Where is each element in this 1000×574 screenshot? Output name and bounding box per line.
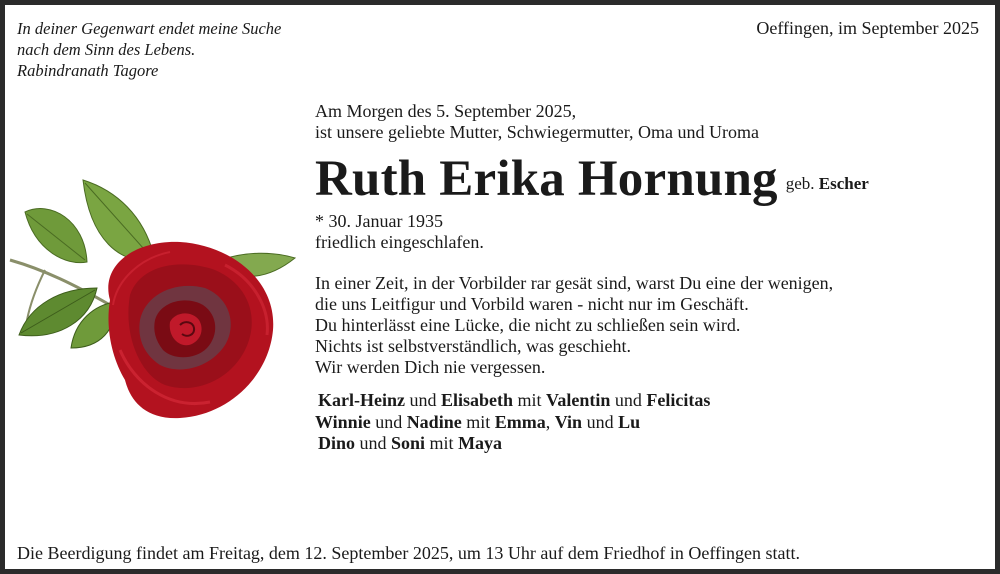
- funeral-info: Die Beerdigung findet am Freitag, dem 12. September 2025, um 13 Uhr auf dem Friedhof in Oeffingen statt.: [17, 543, 800, 563]
- family-member: Elisabeth: [440, 390, 514, 410]
- family-member: Vin: [554, 411, 583, 432]
- main-text: [315, 101, 975, 455]
- family-line: Karl-Heinz und Elisabeth mit Valentin und Felicitas: [318, 390, 711, 410]
- quote-line: In deiner Gegenwart endet meine Suche: [17, 19, 282, 38]
- family-member: Nadine: [406, 411, 462, 432]
- birth-date: * 30. Januar 1935: [315, 211, 443, 231]
- family-line: Winnie und Nadine mit Emma, Vin und Lu: [315, 411, 641, 432]
- tribute-line: Nichts ist selbstverständlich, was geschieht.: [315, 336, 631, 356]
- tribute-line: die uns Leitfigur und Vorbild waren - nicht nur im Geschäft.: [315, 294, 749, 314]
- family-member: Emma: [494, 411, 546, 432]
- tribute-text: [315, 273, 975, 357]
- red-rose-image: [5, 170, 305, 430]
- place-date: Oeffingen, im September 2025: [756, 18, 979, 38]
- family-member: Karl-Heinz: [318, 390, 405, 410]
- maiden-surname: Escher: [818, 174, 869, 193]
- family-member: Valentin: [546, 390, 611, 410]
- maiden-prefix: geb.: [785, 174, 815, 193]
- family-line: Dino und Soni mit Maya: [318, 433, 503, 453]
- intro-line: Am Morgen des 5. September 2025,: [315, 101, 577, 121]
- passed-text: friedlich eingeschlafen.: [315, 232, 484, 252]
- family-member: Winnie: [315, 411, 371, 432]
- quote-line: nach dem Sinn des Lebens.: [17, 40, 196, 59]
- family-member: Felicitas: [646, 390, 711, 410]
- family-member: Lu: [618, 411, 641, 432]
- remember-text: Wir werden Dich nie vergessen.: [315, 357, 546, 377]
- name-row: [315, 151, 975, 211]
- quote-block: [17, 18, 281, 81]
- family-signatures: [315, 390, 975, 455]
- maiden-name: [786, 174, 869, 193]
- tribute-line: Du hinterlässt eine Lücke, die nicht zu schließen sein wird.: [315, 315, 741, 335]
- deceased-name: Ruth Erika Hornung: [315, 151, 778, 207]
- quote-author: Rabindranath Tagore: [17, 61, 159, 80]
- family-member: Maya: [458, 433, 503, 453]
- intro-line: ist unsere geliebte Mutter, Schwiegermutter, Oma und Uroma: [315, 122, 759, 142]
- tribute-line: In einer Zeit, in der Vorbilder rar gesät sind, warst Du eine der wenigen,: [315, 273, 834, 293]
- family-member: Soni: [391, 433, 426, 453]
- family-member: Dino: [318, 433, 356, 453]
